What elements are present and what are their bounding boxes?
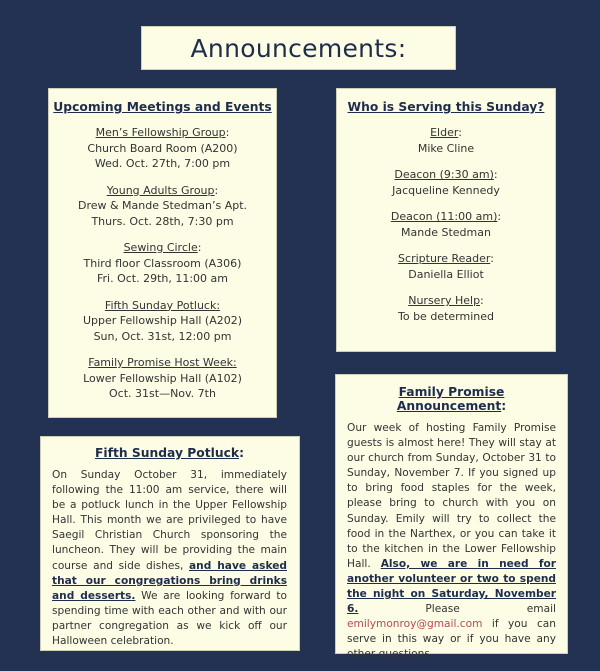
role-name: Deacon (9:30 am) [394, 168, 494, 181]
role-person: Daniella Elliot [408, 267, 484, 281]
potluck-heading-suffix: : [239, 446, 244, 460]
potluck-panel [40, 436, 300, 651]
role-person: To be determined [398, 309, 494, 323]
event-place: Lower Fellowship Hall (A102) [83, 371, 242, 385]
family-heading-suffix: : [501, 399, 507, 413]
family-bold-text: Also, we are in need for another volunteer or two to spend the night on Saturday, November 6. [347, 557, 556, 616]
event-item [49, 298, 276, 345]
event-name: Young Adults Group [106, 183, 215, 197]
event-time: Oct. 31st—Nov. 7th [109, 387, 216, 400]
role-name: Nursery Help [408, 294, 481, 307]
role-item [337, 251, 555, 282]
role-name: Deacon (11:00 am) [390, 210, 498, 223]
event-name: Sewing Circle [123, 241, 198, 254]
role-name: Scripture Reader [398, 252, 491, 265]
family-promise-panel [335, 374, 568, 661]
family-body [347, 421, 556, 663]
role-item [337, 167, 555, 198]
event-name-suffix: : [214, 183, 219, 197]
event-place: Upper Fellowship Hall (A202) [82, 314, 243, 327]
potluck-bold-text: and have asked that our congregations bring drinks and desserts. [52, 559, 287, 602]
role-item [337, 293, 555, 324]
event-place: Third floor Classroom (A306) [83, 256, 242, 270]
role-person: Mande Stedman [401, 225, 491, 239]
role-item [337, 125, 555, 156]
meetings-panel [48, 88, 277, 418]
event-time: Wed. Oct. 27th, 7:00 pm [94, 157, 231, 170]
email-link[interactable]: emilymonroy@gmail.com [347, 618, 483, 631]
family-heading [347, 385, 556, 413]
event-place: Drew & Mande Stedman’s Apt. [77, 199, 248, 212]
event-item [49, 125, 276, 172]
potluck-body [52, 468, 287, 649]
role-name-suffix: : [490, 252, 494, 265]
title-box [141, 26, 456, 70]
meetings-heading: Upcoming Meetings and Events [53, 100, 272, 114]
role-name: Elder [430, 126, 459, 139]
event-item [49, 240, 276, 287]
role-name-suffix: : [480, 294, 484, 307]
event-place: Church Board Room (A200) [87, 141, 238, 155]
page-title: Announcements: [190, 33, 407, 63]
event-name: Family Promise Host Week: [88, 356, 237, 369]
event-item [49, 355, 276, 402]
potluck-text-1: On Sunday October 31, immediately following the 11:00 am service, there will be a potluck lunch in the Upper Fellowship Hall. This month we are privileged to have Saegil Christian Church sponsoring the luncheon. They will be providing the main course and side dishes, [52, 469, 287, 572]
family-text-1: Our week of hosting Family Promise guests is almost here! They will stay at our church from Sunday, October 31 to Sunday, November 7. If you signed up to bring food staples for the week, please bring to church with you on Sunday. Emily will try to collect the food in the Narthex, or you can take it to the kitchen in the Lower Fellowship Hall. [347, 422, 556, 570]
potluck-heading-text: Fifth Sunday Potluck [95, 446, 240, 460]
serving-panel [336, 88, 556, 352]
event-name: Fifth Sunday Potluck: [104, 298, 221, 312]
role-name-suffix: : [458, 126, 462, 139]
event-time: Thurs. Oct. 28th, 7:30 pm [91, 214, 234, 228]
family-heading-text: Family Promise Announcement [396, 385, 505, 413]
family-text-2: Please email [358, 603, 556, 616]
event-item [49, 183, 276, 230]
serving-heading: Who is Serving this Sunday? [347, 100, 545, 114]
event-name-suffix: : [225, 126, 230, 139]
role-item [337, 209, 555, 240]
role-person: Jacqueline Kennedy [392, 183, 500, 197]
event-name-suffix: : [197, 241, 202, 254]
event-time: Sun, Oct. 31st, 12:00 pm [93, 329, 232, 343]
event-time: Fri. Oct. 29th, 11:00 am [96, 272, 229, 285]
potluck-text-2: We are looking forward to spending time with each other and with our partner congregation as we kick off our Halloween celebration. [52, 589, 287, 648]
family-text-3: if you can serve in this way or if you have any other questions. [347, 618, 556, 661]
event-name: Men’s Fellowship Group [95, 126, 226, 139]
role-name-suffix: : [497, 210, 502, 223]
role-person: Mike Cline [417, 141, 475, 155]
potluck-heading [52, 446, 287, 460]
role-name-suffix: : [493, 168, 498, 181]
